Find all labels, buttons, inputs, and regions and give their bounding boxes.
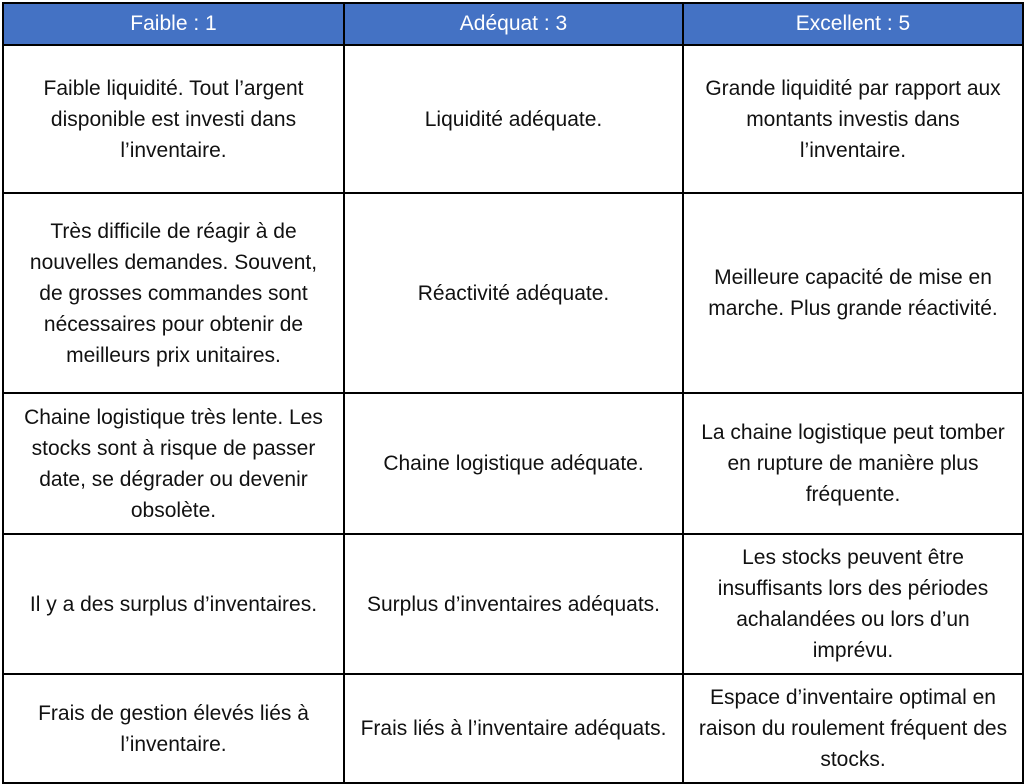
table-cell: Faible liquidité. Tout l’argent disponible est investi dans l’inventaire. bbox=[3, 45, 344, 193]
table-cell: Réactivité adéquate. bbox=[344, 193, 683, 393]
header-faible: Faible : 1 bbox=[3, 3, 344, 45]
table-cell: Meilleure capacité de mise en marche. Plus grande réactivité. bbox=[683, 193, 1023, 393]
header-adequat: Adéquat : 3 bbox=[344, 3, 683, 45]
table-row bbox=[3, 45, 1023, 193]
header-row bbox=[3, 3, 1023, 45]
table-cell: Chaine logistique très lente. Les stocks sont à risque de passer date, se dégrader ou devenir obsolète. bbox=[3, 393, 344, 534]
table-cell: Très difficile de réagir à de nouvelles demandes. Souvent, de grosses commandes sont nécessaires pour obtenir de meilleurs prix unitaires. bbox=[3, 193, 344, 393]
table-row bbox=[3, 393, 1023, 534]
table-cell: Frais liés à l’inventaire adéquats. bbox=[344, 674, 683, 783]
table-cell: Grande liquidité par rapport aux montants investis dans l’inventaire. bbox=[683, 45, 1023, 193]
table-cell: Chaine logistique adéquate. bbox=[344, 393, 683, 534]
table-row bbox=[3, 674, 1023, 783]
table-row bbox=[3, 534, 1023, 674]
table-cell: Les stocks peuvent être insuffisants lors des périodes achalandées ou lors d’un imprévu. bbox=[683, 534, 1023, 674]
header-excellent: Excellent : 5 bbox=[683, 3, 1023, 45]
table-cell: Espace d’inventaire optimal en raison du roulement fréquent des stocks. bbox=[683, 674, 1023, 783]
table-row bbox=[3, 193, 1023, 393]
table-cell: Liquidité adéquate. bbox=[344, 45, 683, 193]
table-cell: Frais de gestion élevés liés à l’inventaire. bbox=[3, 674, 344, 783]
table-cell: Surplus d’inventaires adéquats. bbox=[344, 534, 683, 674]
table-cell: Il y a des surplus d’inventaires. bbox=[3, 534, 344, 674]
rating-table bbox=[2, 2, 1024, 784]
table-cell: La chaine logistique peut tomber en rupture de manière plus fréquente. bbox=[683, 393, 1023, 534]
